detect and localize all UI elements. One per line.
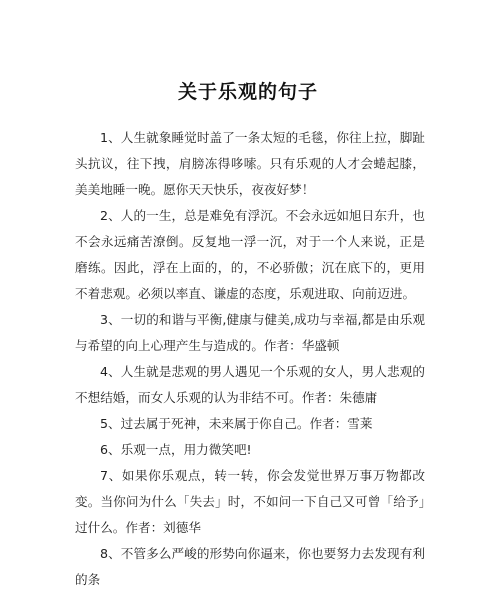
paragraph-3: 3、一切的和谐与平衡,健康与健美,成功与幸福,都是由乐观与希望的向上心理产生与造成的。作者：华盛顿 [75, 312, 425, 353]
page-title: 关于乐观的句子 [177, 80, 318, 103]
paragraph-4: 4、人生就是悲观的男人遇见一个乐观的女人，男人悲观的不想结婚，而女人乐观的认为非结不可。作者：朱德庸 [75, 364, 425, 405]
paragraph-1: 1、人生就象睡觉时盖了一条太短的毛毯，你往上拉，脚趾头抗议，往下拽，肩膀冻得哆嗦。只有乐观的人才会蜷起膝，美美地睡一晚。愿你天天快乐，夜夜好梦！ [75, 130, 425, 197]
paragraph-6: 6、乐观一点，用力微笑吧! [100, 442, 252, 457]
document-body [75, 125, 425, 593]
paragraph-7: 7、如果你乐观点，转一转，你会发觉世界万事万物都改变。当你问为什么「失去」时，不如问一下自己又可曾「给予」过什么。作者：刘德华 [75, 468, 425, 535]
paragraph-2: 2、人的一生，总是难免有浮沉。不会永远如旭日东升，也不会永远痛苦潦倒。反复地一浮一沉，对于一个人来说，正是磨练。因此，浮在上面的，的，不必骄傲；沉在底下的，更用不着悲观。必须以率直、谦虚的态度，乐观进取、向前迈进。 [75, 208, 425, 301]
paragraph-5: 5、过去属于死神，未来属于你自己。作者：雪莱 [100, 416, 373, 431]
paragraph-8: 8、不管多么严峻的形势向你逼来，你也要努力去发现有利的条 [75, 546, 425, 587]
